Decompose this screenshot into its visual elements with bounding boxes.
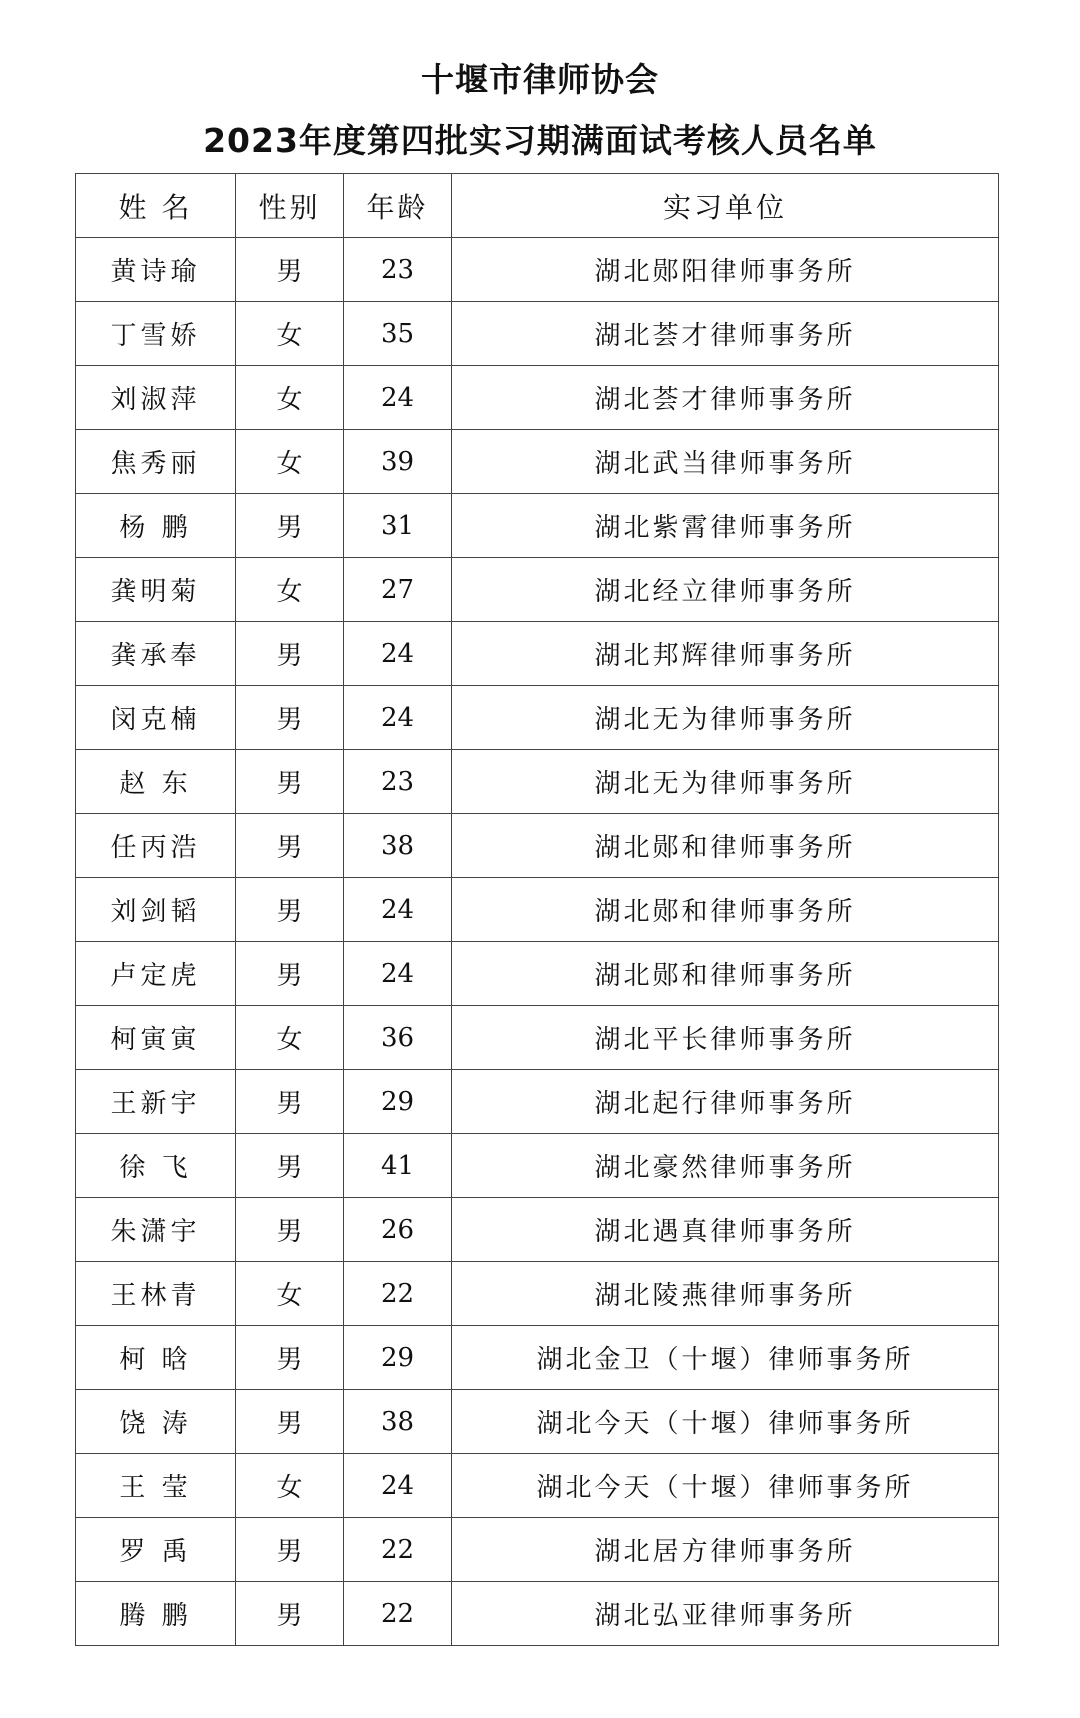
age-cell: 36 bbox=[344, 1006, 452, 1070]
unit-cell: 湖北郧和律师事务所 bbox=[452, 942, 999, 1006]
age-cell: 24 bbox=[344, 686, 452, 750]
unit-cell: 湖北无为律师事务所 bbox=[452, 686, 999, 750]
gender-cell: 男 bbox=[236, 238, 344, 302]
age-cell: 24 bbox=[344, 622, 452, 686]
header-gender: 性别 bbox=[236, 174, 344, 238]
unit-cell: 湖北起行律师事务所 bbox=[452, 1070, 999, 1134]
unit-cell: 湖北邦辉律师事务所 bbox=[452, 622, 999, 686]
document-subtitle: 2023年度第四批实习期满面试考核人员名单 bbox=[203, 121, 877, 160]
document-title: 十堰市律师协会 bbox=[421, 60, 659, 99]
name-cell: 王 莹 bbox=[76, 1454, 236, 1518]
age-cell: 23 bbox=[344, 238, 452, 302]
table-header-row bbox=[76, 174, 999, 238]
age-cell: 24 bbox=[344, 878, 452, 942]
document-header bbox=[0, 58, 1080, 163]
unit-cell: 湖北陵燕律师事务所 bbox=[452, 1262, 999, 1326]
roster-body bbox=[76, 238, 999, 1646]
header-age: 年龄 bbox=[344, 174, 452, 238]
gender-cell: 女 bbox=[236, 1006, 344, 1070]
name-cell: 刘淑萍 bbox=[76, 366, 236, 430]
name-cell: 丁雪娇 bbox=[76, 302, 236, 366]
gender-cell: 男 bbox=[236, 878, 344, 942]
name-cell: 柯 晗 bbox=[76, 1326, 236, 1390]
table-row bbox=[76, 622, 999, 686]
age-cell: 24 bbox=[344, 1454, 452, 1518]
age-cell: 27 bbox=[344, 558, 452, 622]
gender-cell: 男 bbox=[236, 686, 344, 750]
name-cell: 赵 东 bbox=[76, 750, 236, 814]
name-cell: 朱潇宇 bbox=[76, 1198, 236, 1262]
table-row bbox=[76, 1326, 999, 1390]
gender-cell: 男 bbox=[236, 1070, 344, 1134]
table-row bbox=[76, 1582, 999, 1646]
unit-cell: 湖北金卫（十堰）律师事务所 bbox=[452, 1326, 999, 1390]
gender-cell: 男 bbox=[236, 814, 344, 878]
gender-cell: 女 bbox=[236, 1262, 344, 1326]
table-row bbox=[76, 1070, 999, 1134]
table-row bbox=[76, 1198, 999, 1262]
age-cell: 39 bbox=[344, 430, 452, 494]
unit-cell: 湖北平长律师事务所 bbox=[452, 1006, 999, 1070]
unit-cell: 湖北紫霄律师事务所 bbox=[452, 494, 999, 558]
name-cell: 龚明菊 bbox=[76, 558, 236, 622]
gender-cell: 女 bbox=[236, 366, 344, 430]
name-cell: 饶 涛 bbox=[76, 1390, 236, 1454]
name-cell: 腾 鹏 bbox=[76, 1582, 236, 1646]
gender-cell: 男 bbox=[236, 1582, 344, 1646]
gender-cell: 女 bbox=[236, 558, 344, 622]
name-cell: 柯寅寅 bbox=[76, 1006, 236, 1070]
gender-cell: 女 bbox=[236, 1454, 344, 1518]
age-cell: 22 bbox=[344, 1582, 452, 1646]
unit-cell: 湖北郧阳律师事务所 bbox=[452, 238, 999, 302]
unit-cell: 湖北经立律师事务所 bbox=[452, 558, 999, 622]
name-cell: 罗 禹 bbox=[76, 1518, 236, 1582]
gender-cell: 男 bbox=[236, 1326, 344, 1390]
unit-cell: 湖北弘亚律师事务所 bbox=[452, 1582, 999, 1646]
header-unit: 实习单位 bbox=[452, 174, 999, 238]
roster-table bbox=[75, 173, 999, 1646]
name-cell: 徐 飞 bbox=[76, 1134, 236, 1198]
header-name: 姓 名 bbox=[76, 174, 236, 238]
age-cell: 23 bbox=[344, 750, 452, 814]
gender-cell: 男 bbox=[236, 1134, 344, 1198]
unit-cell: 湖北豪然律师事务所 bbox=[452, 1134, 999, 1198]
gender-cell: 男 bbox=[236, 750, 344, 814]
unit-cell: 湖北郧和律师事务所 bbox=[452, 878, 999, 942]
age-cell: 26 bbox=[344, 1198, 452, 1262]
name-cell: 杨 鹏 bbox=[76, 494, 236, 558]
unit-cell: 湖北今天（十堰）律师事务所 bbox=[452, 1454, 999, 1518]
table-row bbox=[76, 942, 999, 1006]
table-row bbox=[76, 430, 999, 494]
gender-cell: 男 bbox=[236, 1390, 344, 1454]
gender-cell: 女 bbox=[236, 430, 344, 494]
table-row bbox=[76, 1134, 999, 1198]
table-row bbox=[76, 366, 999, 430]
table-row bbox=[76, 1390, 999, 1454]
table-row bbox=[76, 494, 999, 558]
gender-cell: 女 bbox=[236, 302, 344, 366]
name-cell: 焦秀丽 bbox=[76, 430, 236, 494]
name-cell: 王新宇 bbox=[76, 1070, 236, 1134]
table-row bbox=[76, 302, 999, 366]
unit-cell: 湖北荟才律师事务所 bbox=[452, 302, 999, 366]
table-row bbox=[76, 1518, 999, 1582]
age-cell: 24 bbox=[344, 942, 452, 1006]
name-cell: 闵克楠 bbox=[76, 686, 236, 750]
table-row bbox=[76, 750, 999, 814]
gender-cell: 男 bbox=[236, 942, 344, 1006]
name-cell: 卢定虎 bbox=[76, 942, 236, 1006]
table-row bbox=[76, 878, 999, 942]
unit-cell: 湖北无为律师事务所 bbox=[452, 750, 999, 814]
gender-cell: 男 bbox=[236, 1198, 344, 1262]
age-cell: 24 bbox=[344, 366, 452, 430]
name-cell: 龚承奉 bbox=[76, 622, 236, 686]
unit-cell: 湖北武当律师事务所 bbox=[452, 430, 999, 494]
unit-cell: 湖北郧和律师事务所 bbox=[452, 814, 999, 878]
name-cell: 黄诗瑜 bbox=[76, 238, 236, 302]
unit-cell: 湖北荟才律师事务所 bbox=[452, 366, 999, 430]
age-cell: 31 bbox=[344, 494, 452, 558]
age-cell: 38 bbox=[344, 814, 452, 878]
name-cell: 王林青 bbox=[76, 1262, 236, 1326]
age-cell: 22 bbox=[344, 1518, 452, 1582]
age-cell: 41 bbox=[344, 1134, 452, 1198]
age-cell: 29 bbox=[344, 1070, 452, 1134]
gender-cell: 男 bbox=[236, 494, 344, 558]
table-row bbox=[76, 686, 999, 750]
table-row bbox=[76, 238, 999, 302]
table-row bbox=[76, 1262, 999, 1326]
table-row bbox=[76, 1006, 999, 1070]
table-row bbox=[76, 1454, 999, 1518]
age-cell: 38 bbox=[344, 1390, 452, 1454]
name-cell: 任丙浩 bbox=[76, 814, 236, 878]
age-cell: 22 bbox=[344, 1262, 452, 1326]
gender-cell: 男 bbox=[236, 622, 344, 686]
table-row bbox=[76, 814, 999, 878]
unit-cell: 湖北居方律师事务所 bbox=[452, 1518, 999, 1582]
age-cell: 29 bbox=[344, 1326, 452, 1390]
age-cell: 35 bbox=[344, 302, 452, 366]
gender-cell: 男 bbox=[236, 1518, 344, 1582]
table-row bbox=[76, 558, 999, 622]
unit-cell: 湖北今天（十堰）律师事务所 bbox=[452, 1390, 999, 1454]
unit-cell: 湖北遇真律师事务所 bbox=[452, 1198, 999, 1262]
name-cell: 刘剑韬 bbox=[76, 878, 236, 942]
